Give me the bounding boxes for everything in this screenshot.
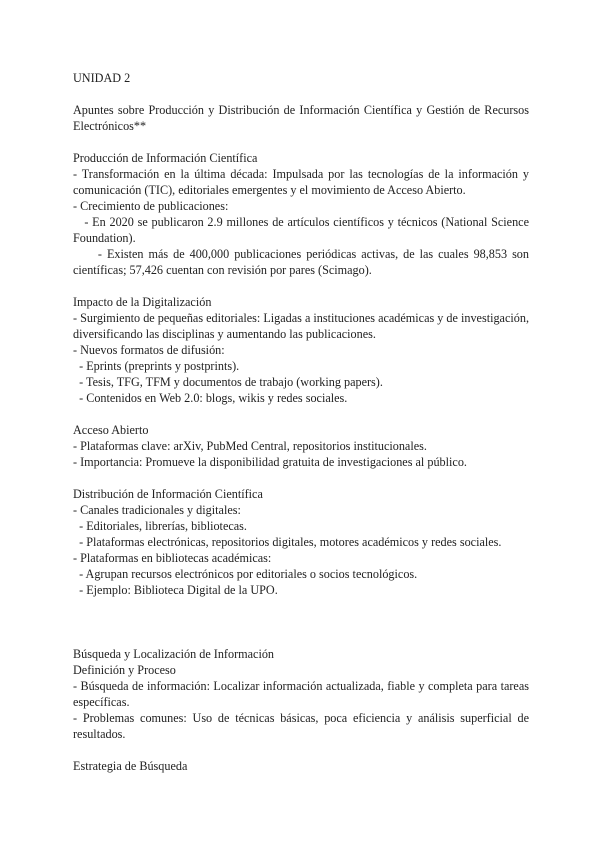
section-heading-impacto: Impacto de la Digitalización xyxy=(73,295,212,309)
list-item: - Surgimiento de pequeñas editoriales: Ligadas a instituciones académicas y de investigación, diversificando las disciplinas y aumentando las publicaciones. xyxy=(73,311,533,341)
list-item: - Contenidos en Web 2.0: blogs, wikis y redes sociales. xyxy=(73,391,348,405)
section-heading-estrategia: Estrategia de Búsqueda xyxy=(73,759,188,773)
list-item: - Nuevos formatos de difusión: xyxy=(73,343,225,357)
list-item: - Importancia: Promueve la disponibilidad gratuita de investigaciones al público. xyxy=(73,455,467,469)
section-heading-produccion: Producción de Información Científica xyxy=(73,151,258,165)
list-item: - Transformación en la última década: Impulsada por las tecnologías de la información y comunicación (TIC), editoriales emergentes y el movimiento de Acceso Abierto. xyxy=(73,167,533,197)
unit-title: UNIDAD 2 xyxy=(73,71,131,85)
list-item: - Canales tradicionales y digitales: xyxy=(73,503,241,517)
section-heading-busqueda: Búsqueda y Localización de Información xyxy=(73,647,275,661)
list-item: - Problemas comunes: Uso de técnicas básicas, poca eficiencia y análisis superficial de resultados. xyxy=(73,711,533,741)
list-item: - Crecimiento de publicaciones: xyxy=(73,199,229,213)
document-title: Apuntes sobre Producción y Distribución de Información Científica y Gestión de Recursos Electrónicos** xyxy=(73,103,533,133)
section-heading-distribucion: Distribución de Información Científica xyxy=(73,487,263,501)
list-item: - Agrupan recursos electrónicos por editoriales o socios tecnológicos. xyxy=(73,567,418,581)
section-heading-acceso: Acceso Abierto xyxy=(73,423,149,437)
list-item: - Eprints (preprints y postprints). xyxy=(73,359,240,373)
list-item: - Editoriales, librerías, bibliotecas. xyxy=(73,519,247,533)
list-item: - En 2020 se publicaron 2.9 millones de artículos científicos y técnicos (National Science Foundation). xyxy=(73,215,533,245)
list-item: - Plataformas electrónicas, repositorios digitales, motores académicos y redes sociales. xyxy=(73,535,502,549)
list-item: - Plataformas clave: arXiv, PubMed Central, repositorios institucionales. xyxy=(73,439,427,453)
list-item: - Plataformas en bibliotecas académicas: xyxy=(73,551,272,565)
list-item: - Tesis, TFG, TFM y documentos de trabajo (working papers). xyxy=(73,375,383,389)
list-item: - Búsqueda de información: Localizar información actualizada, fiable y completa para tareas específicas. xyxy=(73,679,533,709)
list-item: - Existen más de 400,000 publicaciones periódicas activas, de las cuales 98,853 son científicas; 57,426 cuentan con revisión por pares (Scimago). xyxy=(73,247,533,277)
subheading-definicion: Definición y Proceso xyxy=(73,663,176,677)
list-item: - Ejemplo: Biblioteca Digital de la UPO. xyxy=(73,583,278,597)
